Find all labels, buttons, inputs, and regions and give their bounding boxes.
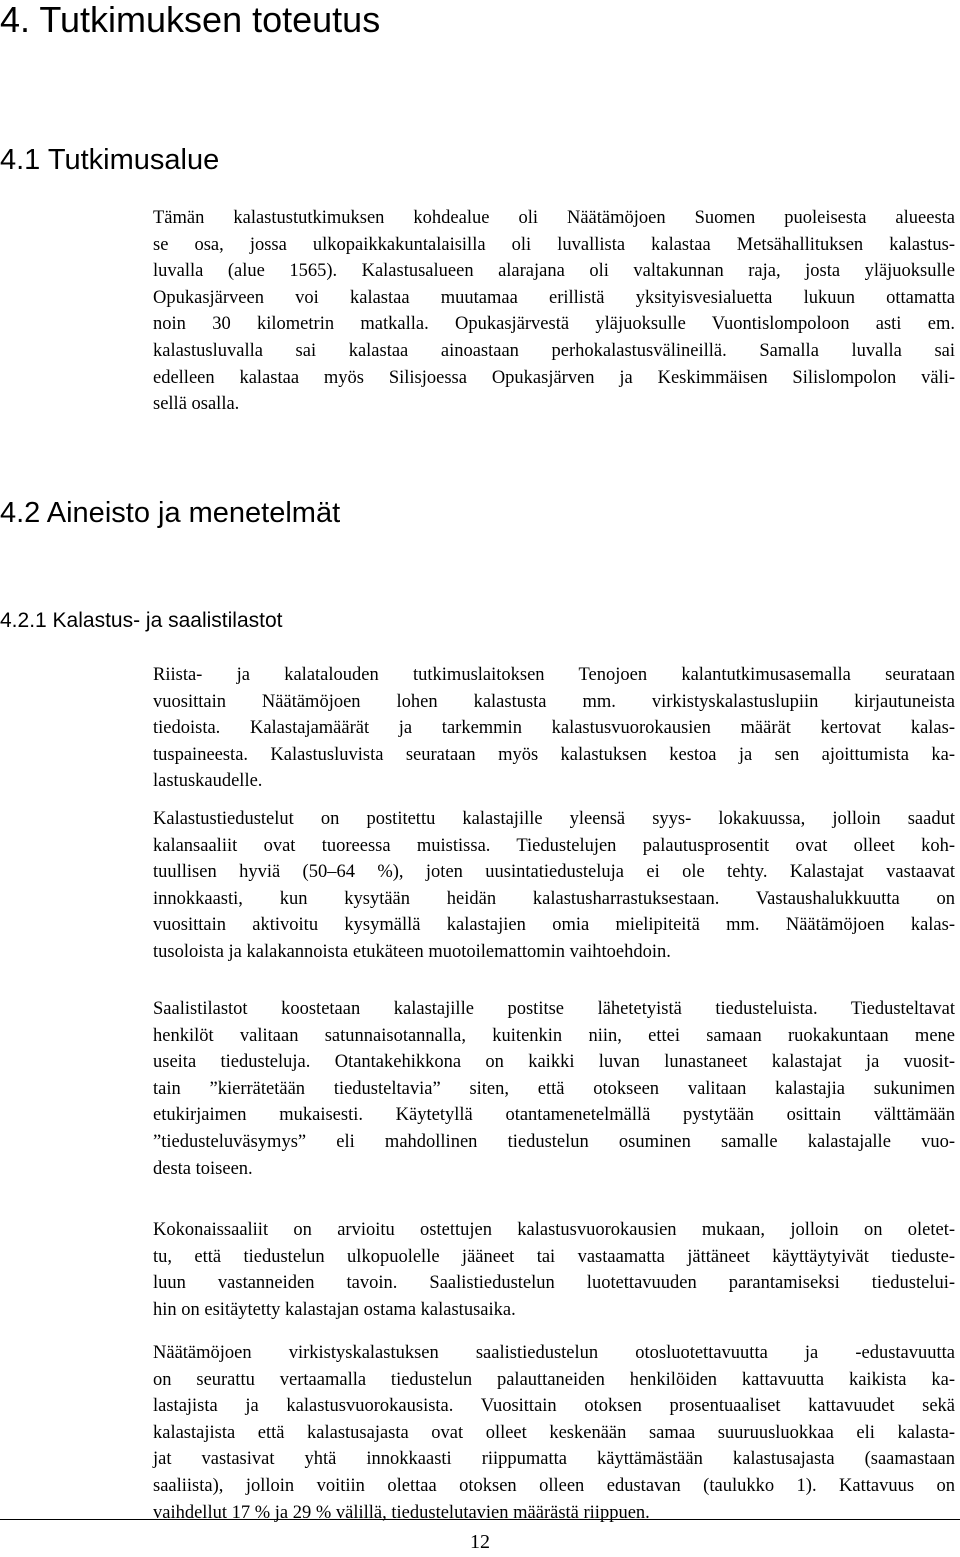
paragraph-line: Riista- ja kalatalouden tutkimuslaitoksen Tenojoen kalantutkimusasemalla seurataan	[153, 665, 955, 685]
subsection-heading-kalastus-ja-saalistilastot: 4.2.1 Kalastus- ja saalistilastot	[0, 609, 283, 632]
paragraph-line: etukirjaimen mukaisesti. Käytetyllä otantamenetelmällä pystytään osittain välttämään	[153, 1105, 955, 1126]
page-number: 12	[470, 1531, 490, 1553]
section-heading-aineisto-ja-menetelmat: 4.2 Aineisto ja menetelmät	[0, 497, 341, 529]
paragraph-line: Saalistilastot koostetaan kalastajille postitse lähetetyistä tiedusteluista. Tiedusteltavat	[153, 999, 955, 1019]
footer-rule	[0, 1519, 960, 1520]
paragraph-line: jat vastasivat yhtä innokkaasti riippumatta käyttämästään kalastusajasta (saamastaan	[153, 1449, 955, 1470]
paragraph-line: luvalla (alue 1565). Kalastusalueen alarajana oli valtakunnan raja, josta yläjuoksulle	[153, 261, 955, 282]
paragraph-line: desta toiseen.	[153, 1158, 253, 1179]
paragraph-line: edelleen kalastaa myös Silisjoessa Opukasjärven ja Keskimmäisen Silislompolon väli-	[153, 367, 955, 388]
paragraph-line: useita tiedusteluja. Otantakehikkona on kaikki luvan lunastaneet kalastajat ja vuosit-	[153, 1052, 955, 1073]
section-heading-tutkimusalue: 4.1 Tutkimusalue	[0, 144, 220, 176]
paragraph-line: tusoloista ja kalakannoista etukäteen muotoilemattomin vaihtoehdoin.	[153, 941, 671, 962]
paragraph-line: Tämän kalastustutkimuksen kohdealue oli Näätämöjoen Suomen puoleisesta alueesta	[153, 208, 955, 228]
paragraph-line: se osa, jossa ulkopaikkakuntalaisilla oli luvallista kalastaa Metsähallituksen kalastus-	[153, 234, 955, 255]
chapter-heading: 4. Tutkimuksen toteutus	[0, 0, 381, 40]
paragraph-seuranta	[153, 662, 955, 795]
paragraph-line: ”tiedusteluväsymys” eli mahdollinen tiedustelun osuminen samalle kalastajalle vuo-	[153, 1131, 955, 1152]
paragraph-line: kalansaaliit ovat tuoreessa muistissa. Tiedustelujen palautusprosentit ovat olleet koh-	[153, 835, 955, 856]
paragraph-otosluotettavuus	[153, 1340, 955, 1526]
paragraph-kalastustiedustelut	[153, 806, 955, 966]
paragraph-line: lastuskaudelle.	[153, 771, 263, 792]
paragraph-line: tiedoista. Kalastajamäärät ja tarkemmin kalastusvuorokausien määrät kertovat kalas-	[153, 718, 955, 739]
paragraph-line: saaliista), jolloin voitiin olettaa otoksen olleen edustavan (taulukko 1). Kattavuus on	[153, 1475, 955, 1496]
paragraph-tutkimusalue	[153, 205, 955, 418]
paragraph-line: vaihdellut 17 % ja 29 % välillä, tiedustelutavien määrästä riippuen.	[153, 1502, 650, 1523]
paragraph-line: Näätämöjoen virkistyskalastuksen saalistiedustelun otosluotettavuutta ja -edustavuutta	[153, 1343, 955, 1363]
paragraph-line: Opukasjärveen voi kalastaa muutamaa erillistä yksityisvesialuetta lukuun ottamatta	[153, 287, 955, 308]
paragraph-line: hin on esitäytetty kalastajan ostama kalastusaika.	[153, 1299, 516, 1320]
paragraph-line: lastajista ja kalastusvuorokausista. Vuosittain otoksen prosentuaaliset kattavuudet sekä	[153, 1396, 955, 1417]
paragraph-line: kalastajista että kalastusajasta ovat olleet keskenään samaa suuruusluokkaa eli kalasta-	[153, 1422, 955, 1443]
paragraph-line: tuullisen hyviä (50–64 %), joten uusintatiedusteluja ei ole tehty. Kalastajat vastaavat	[153, 862, 955, 883]
paragraph-line: on seurattu vertaamalla tiedustelun palauttaneiden henkilöiden kattavuutta kaikista ka-	[153, 1369, 955, 1390]
paragraph-line: tuspaineesta. Kalastusluvista seurataan myös kalastuksen kestoa ja sen ajoittumista ka-	[153, 744, 955, 765]
paragraph-line: Kokonaissaaliit on arvioitu ostettujen kalastusvuorokausien mukaan, jolloin on oletet-	[153, 1220, 955, 1240]
paragraph-line: vuosittain Näätämöjoen lohen kalastusta mm. virkistyskalastuslupiin kirjautuneista	[153, 691, 955, 712]
paragraph-line: vuosittain aktivoitu kysymällä kalastajien omia mielipiteitä mm. Näätämöjoen kalas-	[153, 915, 955, 936]
paragraph-line: luun vastanneiden tavoin. Saalistiedustelun luotettavuuden parantamiseksi tiedustelui-	[153, 1273, 955, 1294]
paragraph-line: tu, että tiedustelun ulkopuolelle jääneet tai vastaamatta jättäneet käyttäytyivät tieduste-	[153, 1246, 955, 1267]
paragraph-saalistilastot	[153, 996, 955, 1182]
paragraph-line: innokkaasti, kun kysytään heidän kalastusharrastuksestaan. Vastaushalukkuutta on	[153, 888, 955, 909]
paragraph-line: sellä osalla.	[153, 394, 240, 415]
paragraph-kokonaissaaliit	[153, 1217, 955, 1323]
paragraph-line: kalastusluvalla sai kalastaa ainoastaan perhokalastusvälineillä. Samalla luvalla sai	[153, 340, 955, 361]
paragraph-line: tain ”kierrätetään tiedusteltavia” siten, että otokseen valitaan kalastajia sukunimen	[153, 1078, 955, 1099]
paragraph-line: Kalastustiedustelut on postitettu kalastajille yleensä syys- lokakuussa, jolloin saadut	[153, 809, 955, 829]
paragraph-line: noin 30 kilometrin matkalla. Opukasjärvestä yläjuoksulle Vuontislompoloon asti em.	[153, 314, 955, 335]
paragraph-line: henkilöt valitaan satunnaisotannalla, kuitenkin niin, ettei samaan ruokakuntaan mene	[153, 1025, 955, 1046]
